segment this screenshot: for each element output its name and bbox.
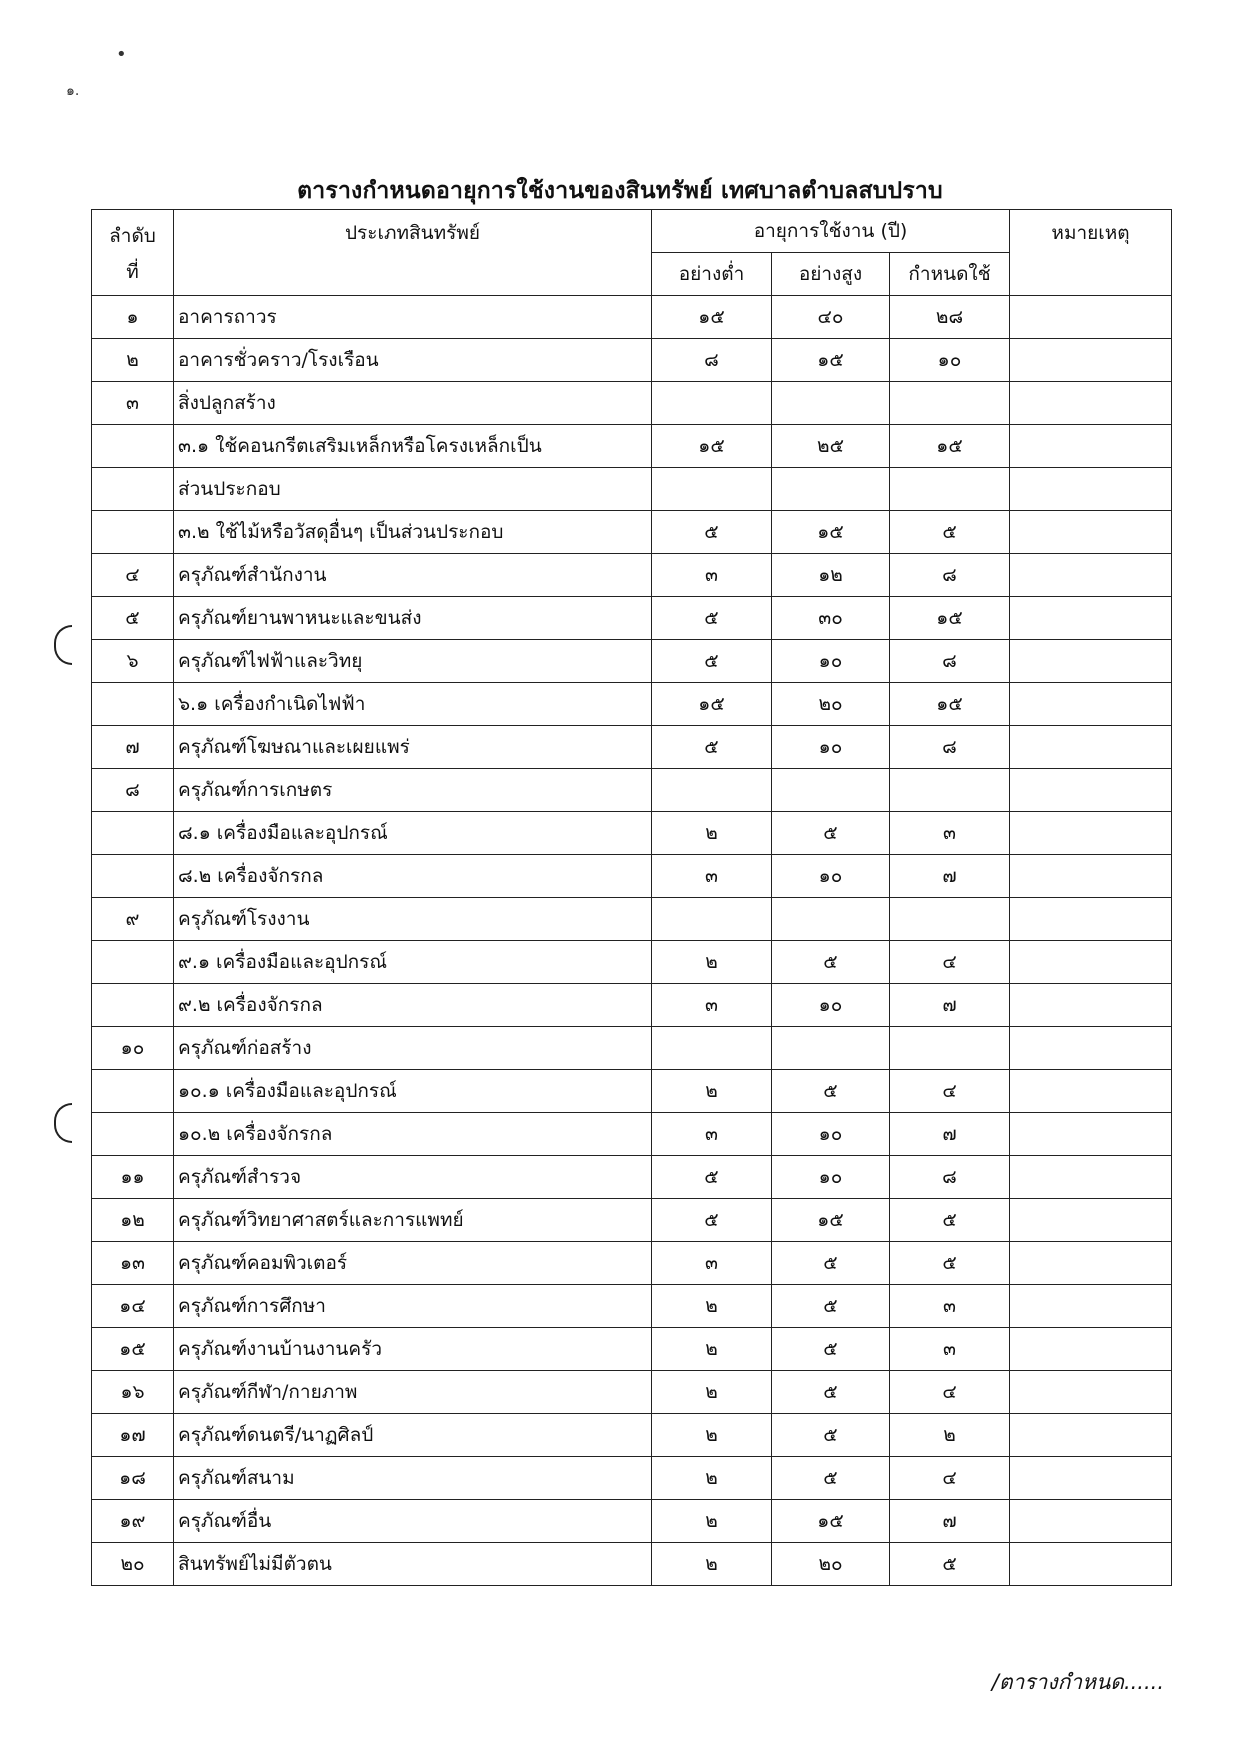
table-row	[92, 1070, 1172, 1113]
punch-hole-mark	[54, 625, 72, 665]
cell-max-years: ๕	[772, 1414, 890, 1457]
cell-max-years	[772, 769, 890, 812]
cell-max-years: ๕	[772, 941, 890, 984]
cell-asset-type: ๖.๑ เครื่องกำเนิดไฟฟ้า	[174, 683, 652, 726]
cell-no: ๑๑	[92, 1156, 174, 1199]
cell-set-years: ๑๐	[890, 339, 1010, 382]
cell-max-years: ๑๐	[772, 726, 890, 769]
cell-max-years	[772, 468, 890, 511]
cell-set-years	[890, 468, 1010, 511]
cell-max-years: ๑๐	[772, 640, 890, 683]
table-row	[92, 554, 1172, 597]
cell-remark	[1010, 554, 1172, 597]
cell-max-years: ๑๐	[772, 984, 890, 1027]
cell-min-years: ๒	[652, 941, 772, 984]
cell-remark	[1010, 597, 1172, 640]
table-row	[92, 1242, 1172, 1285]
cell-max-years	[772, 898, 890, 941]
cell-max-years: ๕	[772, 812, 890, 855]
cell-min-years: ๑๕	[652, 683, 772, 726]
cell-set-years: ๒	[890, 1414, 1010, 1457]
table-row	[92, 1199, 1172, 1242]
cell-no: ๑๒	[92, 1199, 174, 1242]
cell-max-years: ๑๕	[772, 511, 890, 554]
cell-asset-type: ครุภัณฑ์คอมพิวเตอร์	[174, 1242, 652, 1285]
cell-no	[92, 468, 174, 511]
cell-no: ๑๐	[92, 1027, 174, 1070]
document-title: ตารางกำหนดอายุการใช้งานของสินทรัพย์ เทศบาลตำบลสบปราบ	[297, 178, 943, 204]
header-asset-type: ประเภทสินทรัพย์	[174, 210, 652, 296]
cell-no	[92, 812, 174, 855]
cell-set-years: ๓	[890, 1328, 1010, 1371]
cell-no: ๑๘	[92, 1457, 174, 1500]
cell-set-years: ๕	[890, 511, 1010, 554]
cell-asset-type: ๙.๒ เครื่องจักรกล	[174, 984, 652, 1027]
table-row	[92, 683, 1172, 726]
cell-asset-type: ครุภัณฑ์ไฟฟ้าและวิทยุ	[174, 640, 652, 683]
cell-no: ๑	[92, 296, 174, 339]
cell-no	[92, 683, 174, 726]
cell-remark	[1010, 1156, 1172, 1199]
cell-min-years: ๓	[652, 984, 772, 1027]
cell-min-years: ๕	[652, 1199, 772, 1242]
header-no-line2: ที่	[126, 261, 139, 283]
cell-remark	[1010, 296, 1172, 339]
cell-max-years: ๕	[772, 1328, 890, 1371]
cell-no	[92, 1113, 174, 1156]
cell-min-years: ๕	[652, 1156, 772, 1199]
cell-remark	[1010, 1543, 1172, 1586]
cell-asset-type: ครุภัณฑ์กีฬา/กายภาพ	[174, 1371, 652, 1414]
cell-min-years: ๓	[652, 1242, 772, 1285]
cell-remark	[1010, 1070, 1172, 1113]
cell-min-years: ๓	[652, 855, 772, 898]
table-row	[92, 511, 1172, 554]
cell-set-years: ๕	[890, 1242, 1010, 1285]
cell-set-years: ๓	[890, 1285, 1010, 1328]
cell-asset-type: ครุภัณฑ์อื่น	[174, 1500, 652, 1543]
cell-asset-type: ครุภัณฑ์สำนักงาน	[174, 554, 652, 597]
cell-set-years: ๘	[890, 640, 1010, 683]
cell-min-years: ๒	[652, 1457, 772, 1500]
cell-no: ๓	[92, 382, 174, 425]
punch-hole-mark	[54, 1103, 72, 1143]
table-row	[92, 769, 1172, 812]
table-row	[92, 726, 1172, 769]
table-row	[92, 898, 1172, 941]
cell-set-years	[890, 382, 1010, 425]
cell-min-years: ๑๕	[652, 425, 772, 468]
cell-asset-type: ครุภัณฑ์การศึกษา	[174, 1285, 652, 1328]
cell-asset-type: ครุภัณฑ์วิทยาศาสตร์และการแพทย์	[174, 1199, 652, 1242]
table-row	[92, 1156, 1172, 1199]
table-header	[92, 210, 1172, 296]
header-no	[92, 210, 174, 296]
cell-asset-type: ๙.๑ เครื่องมือและอุปกรณ์	[174, 941, 652, 984]
cell-asset-type: อาคารชั่วคราว/โรงเรือน	[174, 339, 652, 382]
cell-max-years: ๕	[772, 1371, 890, 1414]
cell-max-years: ๕	[772, 1242, 890, 1285]
header-min: อย่างต่ำ	[652, 253, 772, 296]
cell-max-years: ๑๕	[772, 1500, 890, 1543]
cell-min-years: ๕	[652, 640, 772, 683]
cell-no: ๖	[92, 640, 174, 683]
cell-max-years: ๔๐	[772, 296, 890, 339]
cell-asset-type: ครุภัณฑ์โรงงาน	[174, 898, 652, 941]
cell-remark	[1010, 1285, 1172, 1328]
cell-no	[92, 425, 174, 468]
cell-no: ๑๗	[92, 1414, 174, 1457]
cell-no: ๑๔	[92, 1285, 174, 1328]
table-row	[92, 1113, 1172, 1156]
cell-max-years: ๒๐	[772, 1543, 890, 1586]
header-set: กำหนดใช้	[890, 253, 1010, 296]
cell-min-years	[652, 769, 772, 812]
cell-no	[92, 855, 174, 898]
cell-min-years: ๒	[652, 1414, 772, 1457]
cell-asset-type: ครุภัณฑ์การเกษตร	[174, 769, 652, 812]
cell-set-years: ๗	[890, 984, 1010, 1027]
table-row	[92, 640, 1172, 683]
cell-asset-type: ครุภัณฑ์ก่อสร้าง	[174, 1027, 652, 1070]
cell-remark	[1010, 1371, 1172, 1414]
cell-min-years: ๒	[652, 812, 772, 855]
cell-min-years: ๘	[652, 339, 772, 382]
cell-min-years: ๒	[652, 1371, 772, 1414]
table-row	[92, 425, 1172, 468]
table-row	[92, 855, 1172, 898]
cell-remark	[1010, 382, 1172, 425]
cell-no: ๕	[92, 597, 174, 640]
cell-remark	[1010, 1414, 1172, 1457]
cell-set-years: ๔	[890, 1371, 1010, 1414]
cell-remark	[1010, 683, 1172, 726]
cell-max-years: ๑๕	[772, 1199, 890, 1242]
cell-asset-type: ๑๐.๒ เครื่องจักรกล	[174, 1113, 652, 1156]
cell-min-years: ๓	[652, 1113, 772, 1156]
table-body	[92, 296, 1172, 1586]
cell-remark	[1010, 812, 1172, 855]
cell-remark	[1010, 855, 1172, 898]
cell-set-years: ๗	[890, 1113, 1010, 1156]
table-row	[92, 812, 1172, 855]
cell-no	[92, 511, 174, 554]
page-mark-dot: •	[116, 44, 127, 65]
cell-min-years: ๑๕	[652, 296, 772, 339]
cell-asset-type: ส่วนประกอบ	[174, 468, 652, 511]
cell-set-years: ๘	[890, 1156, 1010, 1199]
table-row	[92, 382, 1172, 425]
table-row	[92, 1027, 1172, 1070]
cell-remark	[1010, 1199, 1172, 1242]
cell-remark	[1010, 941, 1172, 984]
cell-asset-type: ครุภัณฑ์งานบ้านงานครัว	[174, 1328, 652, 1371]
cell-no	[92, 941, 174, 984]
cell-no: ๒	[92, 339, 174, 382]
cell-max-years: ๑๐	[772, 1156, 890, 1199]
cell-no: ๑๕	[92, 1328, 174, 1371]
cell-max-years: ๕	[772, 1457, 890, 1500]
cell-max-years: ๒๐	[772, 683, 890, 726]
cell-no: ๔	[92, 554, 174, 597]
cell-set-years: ๔	[890, 1457, 1010, 1500]
cell-asset-type: ครุภัณฑ์โฆษณาและเผยแพร่	[174, 726, 652, 769]
cell-no: ๘	[92, 769, 174, 812]
cell-asset-type: ๘.๒ เครื่องจักรกล	[174, 855, 652, 898]
cell-remark	[1010, 898, 1172, 941]
cell-remark	[1010, 1457, 1172, 1500]
cell-asset-type: อาคารถาวร	[174, 296, 652, 339]
page-number: ๑.	[66, 83, 80, 99]
cell-set-years: ๑๕	[890, 683, 1010, 726]
cell-max-years: ๒๕	[772, 425, 890, 468]
cell-asset-type: สิ่งปลูกสร้าง	[174, 382, 652, 425]
cell-asset-type: สินทรัพย์ไม่มีตัวตน	[174, 1543, 652, 1586]
cell-set-years: ๓	[890, 812, 1010, 855]
cell-asset-type: ครุภัณฑ์สำรวจ	[174, 1156, 652, 1199]
cell-asset-type: ๓.๒ ใช้ไม้หรือวัสดุอื่นๆ เป็นส่วนประกอบ	[174, 511, 652, 554]
header-remark: หมายเหตุ	[1010, 210, 1172, 296]
cell-set-years	[890, 769, 1010, 812]
cell-no	[92, 1070, 174, 1113]
cell-no	[92, 984, 174, 1027]
cell-asset-type: ๘.๑ เครื่องมือและอุปกรณ์	[174, 812, 652, 855]
cell-max-years: ๕	[772, 1285, 890, 1328]
cell-set-years	[890, 898, 1010, 941]
table-row	[92, 1457, 1172, 1500]
cell-remark	[1010, 984, 1172, 1027]
cell-no: ๙	[92, 898, 174, 941]
cell-remark	[1010, 726, 1172, 769]
cell-max-years: ๕	[772, 1070, 890, 1113]
cell-remark	[1010, 425, 1172, 468]
cell-max-years	[772, 382, 890, 425]
table-row	[92, 1328, 1172, 1371]
cell-remark	[1010, 468, 1172, 511]
table-row	[92, 1414, 1172, 1457]
table-row	[92, 1500, 1172, 1543]
cell-no: ๑๖	[92, 1371, 174, 1414]
header-max: อย่างสูง	[772, 253, 890, 296]
cell-min-years: ๕	[652, 726, 772, 769]
table-row	[92, 1543, 1172, 1586]
cell-min-years	[652, 1027, 772, 1070]
cell-asset-type: ๑๐.๑ เครื่องมือและอุปกรณ์	[174, 1070, 652, 1113]
cell-set-years: ๘	[890, 554, 1010, 597]
table-row	[92, 1285, 1172, 1328]
cell-max-years: ๑๕	[772, 339, 890, 382]
cell-max-years: ๑๒	[772, 554, 890, 597]
cell-min-years: ๕	[652, 511, 772, 554]
cell-min-years: ๒	[652, 1543, 772, 1586]
header-useful-life: อายุการใช้งาน (ปี)	[652, 210, 1010, 253]
cell-asset-type: ครุภัณฑ์สนาม	[174, 1457, 652, 1500]
cell-max-years: ๑๐	[772, 855, 890, 898]
cell-min-years: ๒	[652, 1070, 772, 1113]
cell-set-years: ๕	[890, 1199, 1010, 1242]
cell-max-years: ๑๐	[772, 1113, 890, 1156]
cell-remark	[1010, 1027, 1172, 1070]
cell-set-years: ๔	[890, 941, 1010, 984]
cell-set-years: ๑๕	[890, 597, 1010, 640]
table-row	[92, 941, 1172, 984]
cell-set-years: ๕	[890, 1543, 1010, 1586]
cell-no: ๑๙	[92, 1500, 174, 1543]
cell-remark	[1010, 511, 1172, 554]
cell-min-years: ๓	[652, 554, 772, 597]
cell-no: ๑๓	[92, 1242, 174, 1285]
cell-set-years: ๒๘	[890, 296, 1010, 339]
cell-set-years	[890, 1027, 1010, 1070]
cell-asset-type: ๓.๑ ใช้คอนกรีตเสริมเหล็กหรือโครงเหล็กเป็น	[174, 425, 652, 468]
cell-max-years: ๓๐	[772, 597, 890, 640]
cell-remark	[1010, 640, 1172, 683]
cell-remark	[1010, 1328, 1172, 1371]
continuation-note: /ตารางกำหนด......	[991, 1670, 1164, 1694]
cell-set-years: ๔	[890, 1070, 1010, 1113]
table-row	[92, 1371, 1172, 1414]
cell-set-years: ๘	[890, 726, 1010, 769]
cell-remark	[1010, 1242, 1172, 1285]
cell-min-years: ๒	[652, 1500, 772, 1543]
cell-remark	[1010, 769, 1172, 812]
cell-min-years	[652, 898, 772, 941]
header-no-line1: ลำดับ	[109, 225, 156, 247]
cell-min-years	[652, 468, 772, 511]
table-row	[92, 296, 1172, 339]
table-row	[92, 468, 1172, 511]
table-row	[92, 597, 1172, 640]
cell-remark	[1010, 1500, 1172, 1543]
cell-remark	[1010, 1113, 1172, 1156]
cell-min-years	[652, 382, 772, 425]
cell-remark	[1010, 339, 1172, 382]
cell-min-years: ๕	[652, 597, 772, 640]
cell-max-years	[772, 1027, 890, 1070]
asset-lifetime-table	[91, 209, 1172, 1586]
cell-no: ๗	[92, 726, 174, 769]
cell-set-years: ๗	[890, 855, 1010, 898]
table-row	[92, 339, 1172, 382]
cell-asset-type: ครุภัณฑ์ดนตรี/นาฏศิลป์	[174, 1414, 652, 1457]
cell-set-years: ๑๕	[890, 425, 1010, 468]
cell-asset-type: ครุภัณฑ์ยานพาหนะและขนส่ง	[174, 597, 652, 640]
cell-min-years: ๒	[652, 1328, 772, 1371]
cell-set-years: ๗	[890, 1500, 1010, 1543]
cell-no: ๒๐	[92, 1543, 174, 1586]
table-row	[92, 984, 1172, 1027]
cell-min-years: ๒	[652, 1285, 772, 1328]
